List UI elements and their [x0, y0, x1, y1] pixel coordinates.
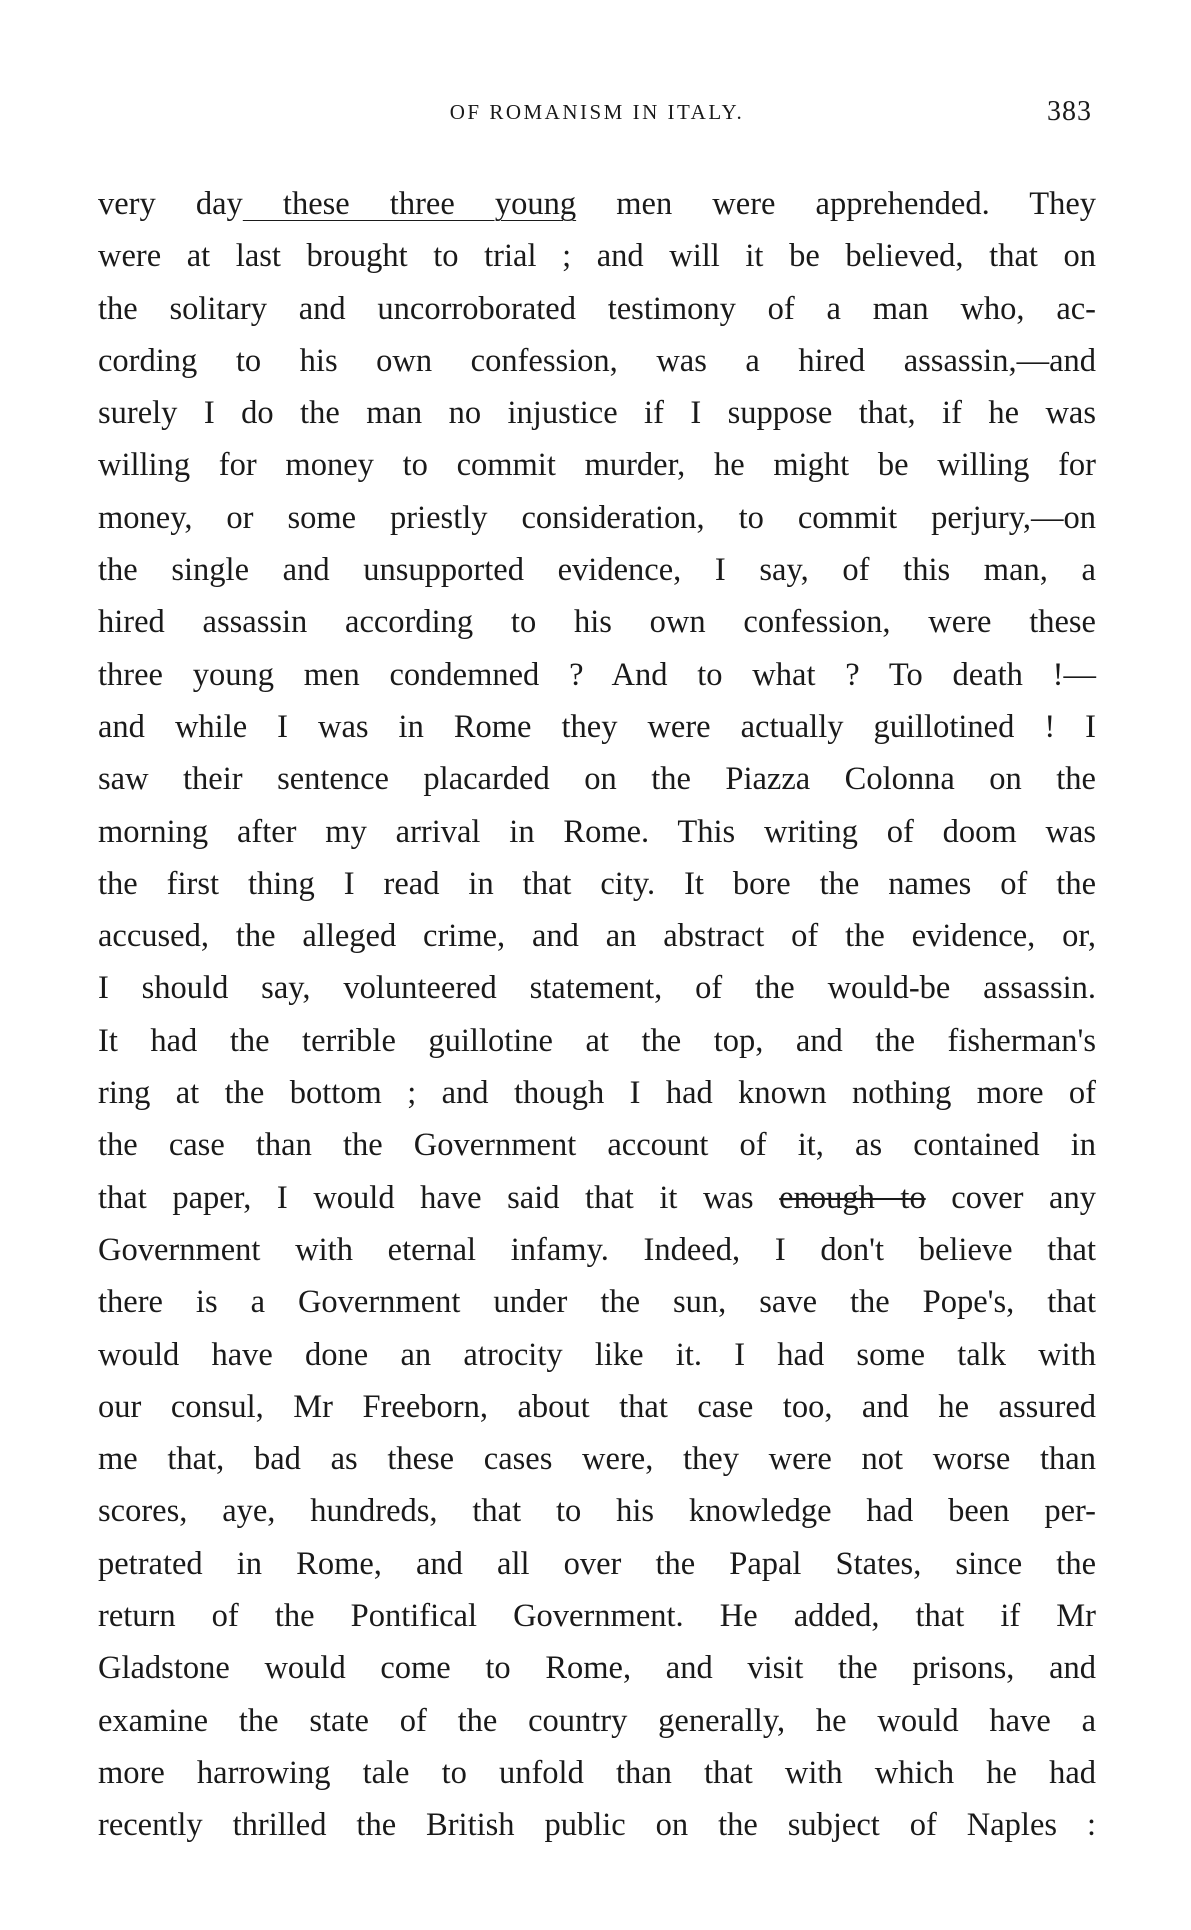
text-line: Government with eternal infamy. Indeed, I don't believe that [98, 1231, 1096, 1268]
text-line: cording to his own confession, was a hired assassin,—and [98, 342, 1096, 379]
text-line: and while I was in Rome they were actually guillotined ! I [98, 708, 1096, 745]
text-line: would have done an atrocity like it. I had some talk with [98, 1336, 1096, 1373]
running-title: OF ROMANISM IN ITALY. [449, 100, 745, 124]
text-line: the case than the Government account of it, as contained in [98, 1127, 1096, 1164]
text-line: morning after my arrival in Rome. This writing of doom was [98, 813, 1096, 850]
text-line: the first thing I read in that city. It bore the names of the [98, 865, 1096, 902]
text-line: scores, aye, hundreds, that to his knowledge had been per- [98, 1493, 1096, 1530]
text-line: saw their sentence placarded on the Piazza Colonna on the [98, 761, 1096, 798]
text-line: ring at the bottom ; and though I had known nothing more of [98, 1075, 1096, 1112]
text-line: that paper, I would have said that it was enough to cover any [98, 1179, 1096, 1216]
text-line: petrated in Rome, and all over the Papal States, since the [98, 1545, 1096, 1582]
text-line: recently thrilled the British public on the subject of Naples : [98, 1807, 1096, 1844]
text-line: our consul, Mr Freeborn, about that case too, and he assured [98, 1388, 1096, 1425]
struck-phrase: enough to [779, 1179, 926, 1216]
text-line: there is a Government under the sun, save the Pope's, that [98, 1284, 1096, 1321]
text-line: hired assassin according to his own confession, were these [98, 604, 1096, 641]
text-line: very day these three young men were apprehended. They [98, 186, 1097, 222]
underlined-phrase: these three young [242, 186, 577, 222]
text-line: three young men condemned ? And to what ? To death !— [98, 656, 1096, 693]
text-line: the single and unsupported evidence, I say, of this man, a [98, 552, 1096, 589]
text-line: the solitary and uncorroborated testimony of a man who, ac- [98, 290, 1096, 327]
text-line: I should say, volunteered statement, of the would-be assassin. [98, 970, 1096, 1007]
text-line: me that, bad as these cases were, they were not worse than [98, 1441, 1096, 1478]
body-text [98, 178, 1096, 1852]
text-line: examine the state of the country generally, he would have a [98, 1702, 1096, 1739]
running-head [98, 96, 1096, 136]
text-line: more harrowing tale to unfold than that with which he had [98, 1754, 1096, 1791]
text-line: were at last brought to trial ; and will it be believed, that on [98, 238, 1096, 275]
text-line: surely I do the man no injustice if I suppose that, if he was [98, 395, 1096, 432]
text-line: willing for money to commit murder, he might be willing for [98, 447, 1096, 484]
page-number: 383 [1047, 96, 1092, 127]
text-line: return of the Pontifical Government. He added, that if Mr [98, 1598, 1096, 1635]
text-line: money, or some priestly consideration, to commit perjury,—on [98, 499, 1096, 536]
text-line: accused, the alleged crime, and an abstract of the evidence, or, [98, 918, 1096, 955]
text-line: It had the terrible guillotine at the top, and the fisherman's [98, 1022, 1096, 1059]
text-line: Gladstone would come to Rome, and visit the prisons, and [98, 1650, 1096, 1687]
